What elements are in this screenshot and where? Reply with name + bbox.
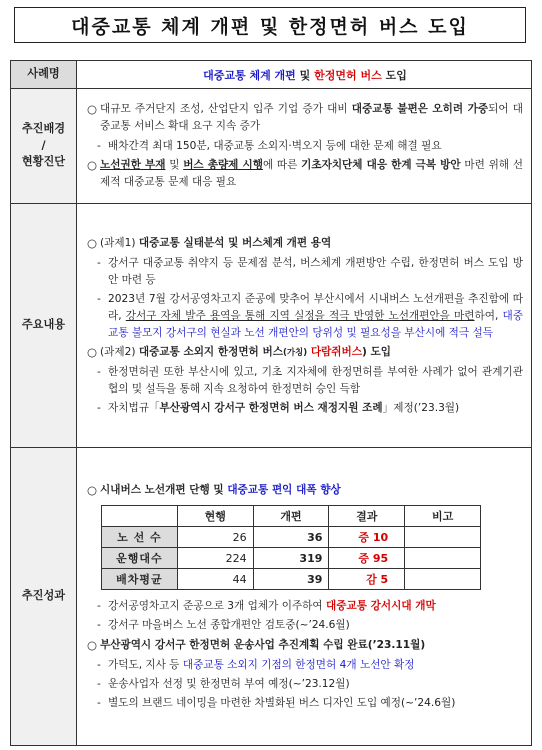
row-label: 노 선 수: [102, 527, 178, 548]
circle-bullet-icon: ○: [87, 101, 98, 116]
note-value: [405, 569, 481, 590]
dash-bullet-icon: -: [97, 139, 101, 152]
row-label: 배차평균: [102, 569, 178, 590]
new-value: 39: [253, 569, 329, 590]
bullet-emphasis: 대중교통 불편은 오히려 가중: [351, 102, 489, 115]
dash-text: 강서공영차고지 준공으로 3개 업체가 이주하여: [108, 600, 327, 613]
bullet-emphasis: 대중교통 소외지 한정면허 버스: [138, 346, 283, 359]
table-row: [102, 527, 481, 548]
dash-text: 가덕도, 지사 등: [108, 658, 183, 671]
results-content: [77, 448, 532, 746]
dash-text: 운송사업자 선정 및 한정면허 부여 예정(~’23.12월): [108, 677, 350, 690]
circle-bullet-icon: ○: [87, 235, 98, 250]
task1-dash-2: [97, 291, 523, 342]
background-bullet-1: [87, 101, 523, 135]
dash-text: 자치법규「: [108, 402, 160, 415]
results-table-header-cell: 비고: [405, 506, 481, 527]
bullet-text: 대규모 주거단지 조성, 산업단지 입주 기업 증가 대비: [100, 102, 352, 115]
current-value: 224: [177, 548, 253, 569]
bullet-highlight: 대중교통 편익 대폭 향상: [227, 484, 341, 497]
results-dash-4: [97, 676, 523, 693]
case-name-row: [11, 61, 532, 89]
results-bullet-1: [87, 482, 523, 499]
bullet-emphasis: 버스 총량제 시행: [183, 159, 263, 172]
dash-text: 한정면허권 또한 부산시에 있고, 기초 지자체에 한정면허를 부여한 사례가 없어 관계기관 협의 및 설득을 통해 지속 요청하여 한정면허 승인 득함: [108, 366, 523, 396]
dash-highlight-text: 대중교통 강서시대 개막: [326, 600, 436, 613]
bullet-text: 마련 위해 선제적 대중교통 문제 대응 필요: [100, 159, 524, 189]
results-table-header-cell: 현행: [177, 506, 253, 527]
main-content-label: 주요내용: [11, 204, 77, 448]
case-name-part2: 및: [299, 68, 311, 82]
results-table-header-cell: 결과: [329, 506, 405, 527]
bullet-emphasis: 대중교통 실태분석 및 버스체계 개편 용역: [138, 236, 332, 249]
bullet-emphasis: 부산광역시 강서구 한정면허 운송사업 추진계획 수립 완료(’23.11월): [100, 639, 426, 652]
dash-highlight-text: 대중교통 소외지 기점의 한정면허 4개 노선안 확정: [182, 658, 415, 671]
results-dash-5: [97, 695, 523, 712]
bullet-text: 에 따른: [262, 159, 302, 172]
results-dash-1: [97, 598, 523, 615]
dash-bullet-icon: -: [97, 677, 101, 690]
task2-bullet: [87, 344, 523, 361]
current-value: 26: [177, 527, 253, 548]
task1-bullet: [87, 235, 523, 252]
background-label-line1: 추진배경: [21, 121, 66, 135]
result-value: 감 5: [329, 569, 405, 590]
dash-text: 배차간격 최대 150분, 대중교통 소외지·벽오지 등에 대한 문제 해결 필요: [108, 139, 442, 152]
results-bullet-2: [87, 637, 523, 654]
bullet-text: (과제2): [100, 346, 139, 359]
main-content-row: [11, 204, 532, 448]
dash-text: 하여,: [474, 309, 503, 322]
dash-bullet-icon: -: [97, 292, 101, 305]
row-label: 운행대수: [102, 548, 178, 569]
background-label: [11, 89, 77, 204]
circle-bullet-icon: ○: [87, 345, 98, 360]
circle-bullet-icon: ○: [87, 483, 98, 498]
circle-bullet-icon: ○: [87, 158, 98, 173]
dash-bullet-icon: -: [97, 619, 101, 632]
bullet-text: 되어 대중교통 서비스 확대 요구 지속 증가: [100, 102, 523, 132]
results-label: 추진성과: [11, 448, 77, 746]
bullet-emphasis: ) 도입: [362, 346, 392, 359]
dash-bullet-icon: -: [97, 402, 101, 415]
document-title: 대중교통 체계 개편 및 한정면허 버스 도입: [71, 15, 469, 38]
background-row: [11, 89, 532, 204]
bullet-text: 및: [165, 159, 184, 172]
task2-dash-2: [97, 400, 523, 417]
table-row: [102, 569, 481, 590]
case-name-value: [77, 61, 532, 89]
background-content: [77, 89, 532, 204]
results-table-header: [102, 506, 481, 527]
bullet-emphasis: 기초자치단체 대응 한계 극복 방안: [301, 159, 461, 172]
dash-text: 2023년 7월 강서공영차고지 준공에 맞추어 부산시에서 시내버스 노선개편을 추진함에 따라,: [108, 292, 523, 322]
results-table-header-cell: 개편: [253, 506, 329, 527]
title-box: [14, 7, 526, 43]
new-value: 319: [253, 548, 329, 569]
background-dash-1: [97, 138, 523, 155]
dash-bullet-icon: -: [97, 658, 101, 671]
task1-dash-1: [97, 255, 523, 289]
dash-bullet-icon: -: [97, 256, 101, 269]
result-value: 증 10: [329, 527, 405, 548]
background-label-line3: 현황진단: [21, 155, 66, 169]
dash-underlined-text: 강서구 자체 발주 용역을 통해 지역 실정을 적극 반영한 노선개편안을 마련: [125, 309, 475, 322]
background-bullet-2: [87, 157, 523, 191]
case-name-part1: 대중교통 체계 개편: [203, 68, 296, 82]
bullet-text: (과제1): [100, 236, 139, 249]
result-value: 증 95: [329, 548, 405, 569]
dash-emphasis: 부산광역시 강서구 한정면허 버스 재정지원 조례: [159, 402, 383, 415]
dash-text: 별도의 브랜드 네이밍을 마련한 차별화된 버스 디자인 도입 예정(~’24.6월): [108, 696, 456, 709]
current-value: 44: [177, 569, 253, 590]
bullet-small-text: (가칭): [282, 348, 308, 359]
dash-bullet-icon: -: [97, 696, 101, 709]
dash-date: (’23.3월): [413, 402, 460, 415]
dash-highlight-text: 대중교통 불모지 강서구의 현실과 노선 개편안의 당위성 및 필요성을 부산시에 적극 설득: [108, 309, 524, 339]
dash-bullet-icon: -: [97, 600, 101, 613]
bullet-emphasis: 시내버스 노선개편 단행 및: [100, 484, 228, 497]
table-row: [102, 548, 481, 569]
case-name-part3: 한정면허 버스: [314, 68, 382, 82]
note-value: [405, 548, 481, 569]
bullet-emphasis: 노선권한 부재: [100, 159, 166, 172]
dash-text: 」제정: [382, 402, 414, 415]
dash-bullet-icon: -: [97, 366, 101, 379]
results-row: [11, 448, 532, 746]
dash-text: 강서구 대중교통 취약지 등 문제점 분석, 버스체계 개편방안 수립, 한정면허 버스 도입 방안 마련 등: [108, 256, 523, 286]
task2-dash-1: [97, 364, 523, 398]
results-dash-2: [97, 617, 523, 634]
results-table-header-cell: [102, 506, 178, 527]
new-value: 36: [253, 527, 329, 548]
case-name-part4: 도입: [385, 68, 407, 82]
background-label-line2: /: [41, 138, 46, 152]
circle-bullet-icon: ○: [87, 638, 98, 653]
bullet-highlight: 다람쥐버스: [307, 346, 363, 359]
main-content: [77, 204, 532, 448]
note-value: [405, 527, 481, 548]
results-dash-3: [97, 657, 523, 674]
results-table: [101, 505, 481, 590]
dash-text: 강서구 마을버스 노선 종합개편안 검토중(~’24.6월): [108, 619, 350, 632]
case-table: [10, 60, 532, 746]
case-name-label: 사례명: [11, 61, 77, 89]
